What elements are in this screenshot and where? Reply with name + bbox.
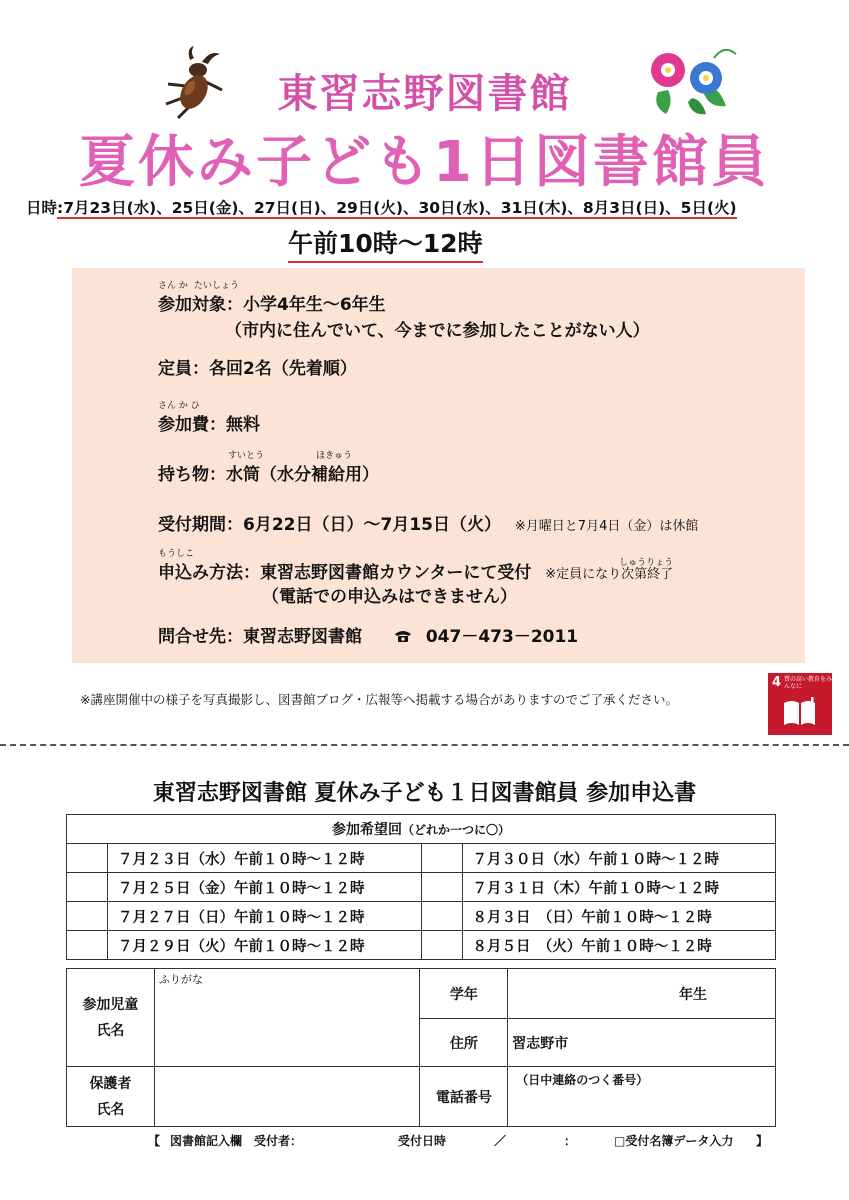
session-option: ７月３０日（水）午前１０時～１２時 xyxy=(462,844,776,873)
detail-method xyxy=(158,549,674,583)
guardian-name-field[interactable] xyxy=(154,1067,420,1127)
method-text: 申込み方法：東習志野図書館カウンターにて受付 xyxy=(158,563,532,583)
schedule-time: 午前10時～12時 xyxy=(288,224,483,263)
guardian-label-line1: 保護者 xyxy=(89,1075,132,1092)
choice-box[interactable] xyxy=(421,931,462,960)
contact-text: 問合せ先：東習志野図書館 xyxy=(158,627,362,647)
detail-fee xyxy=(158,401,260,435)
footer-colon: ： xyxy=(564,1134,577,1148)
choice-box[interactable] xyxy=(421,873,462,902)
period-text: 受付期間：6月22日（日）～7月15日（火） xyxy=(158,515,501,535)
child-name-field[interactable] xyxy=(154,969,420,1067)
target-text: 参加対象：小学4年生～6年生 xyxy=(158,295,386,315)
dates-list: :7月23日(水)、25日(金)、27日(日)、29日(火)、30日(水)、31日(木)、8月3日(日)、5日(火) xyxy=(57,199,737,217)
book-icon xyxy=(782,697,818,727)
items-text: 持ち物：水筒（水分補給用） xyxy=(158,465,379,485)
footer-close: 】 xyxy=(756,1134,769,1148)
choice-box[interactable] xyxy=(67,844,108,873)
grade-label: 学年 xyxy=(420,969,508,1019)
detail-period xyxy=(158,510,698,535)
contact-phone: 047－473－2011 xyxy=(425,627,579,647)
session-option: ７月２５日（金）午前１０時～１２時 xyxy=(108,873,422,902)
applicant-table xyxy=(66,968,776,1127)
grade-field[interactable] xyxy=(508,969,776,1019)
choice-header-label: 参加希望回 xyxy=(331,822,402,838)
method-ruby: もうしこ xyxy=(158,549,195,559)
choice-box[interactable] xyxy=(421,844,462,873)
child-label-line1: 参加児童 xyxy=(82,996,139,1013)
sdg-text: 質の高い教育をみんなに xyxy=(784,676,833,690)
choice-box[interactable] xyxy=(67,873,108,902)
session-option: ７月２９日（火）午前１０時～１２時 xyxy=(108,931,422,960)
footer-date-label: 受付日時 xyxy=(398,1134,447,1148)
session-option: ７月２３日（水）午前１０時～１２時 xyxy=(108,844,422,873)
detail-method-sub: （電話での申込みはできません） xyxy=(262,587,517,607)
address-label: 住所 xyxy=(420,1019,508,1067)
detail-contact xyxy=(158,622,578,647)
method-note-ruby: しゅうりょう xyxy=(619,558,674,568)
session-option: ７月２７日（日）午前１０時～１２時 xyxy=(108,902,422,931)
items-ruby-1: すいとう xyxy=(228,451,265,461)
phone-label: 電話番号 xyxy=(420,1067,508,1127)
guardian-name-label xyxy=(67,1067,155,1127)
session-choice-table xyxy=(66,814,776,960)
photo-notice: ※講座開催中の様子を写真撮影し、図書館ブログ・広報等へ掲載する場合がありますのでご了承ください。 xyxy=(80,692,678,707)
library-title: 東習志野図書館 xyxy=(277,71,572,117)
cut-line xyxy=(0,744,849,746)
session-option: ８月５日 （火）午前１０時～１２時 xyxy=(462,931,776,960)
period-note: ※月曜日と7月4日（金）は休館 xyxy=(514,519,699,534)
phone-field[interactable] xyxy=(508,1067,776,1127)
child-name-label xyxy=(67,969,155,1067)
address-value: 習志野市 xyxy=(512,1035,569,1052)
session-option: ７月３１日（木）午前１０時～１２時 xyxy=(462,873,776,902)
furigana-label: ふりがな xyxy=(158,973,203,986)
target-ruby-2: たいしょう xyxy=(194,281,240,291)
target-ruby-1: さん か xyxy=(158,281,188,291)
choice-box[interactable] xyxy=(421,902,462,931)
detail-target xyxy=(158,281,386,315)
form-title: 東習志野図書館 夏休み子ども１日図書館員 参加申込書 xyxy=(152,781,697,806)
dates-label: 日時 xyxy=(26,199,58,217)
address-field[interactable] xyxy=(508,1019,776,1067)
detail-items xyxy=(158,451,379,485)
schedule-dates xyxy=(26,196,737,218)
detail-target-note: （市内に住んでいて、今までに参加したことがない人） xyxy=(225,321,650,341)
fee-text: 参加費：無料 xyxy=(158,415,260,435)
event-title: 夏休み子ども1日図書館員 xyxy=(79,130,770,195)
grade-suffix: 年生 xyxy=(679,986,707,1003)
phone-icon xyxy=(394,629,412,643)
phone-note: （日中連絡のつく番号） xyxy=(516,1073,649,1087)
footer-slash: ／ xyxy=(494,1134,507,1148)
footer-library-use: 図書館記入欄 受付者： xyxy=(170,1134,303,1148)
method-note xyxy=(545,558,674,582)
child-label-line2: 氏名 xyxy=(96,1022,125,1039)
choice-header-note: （どれか一つに〇） xyxy=(401,823,510,837)
footer-open: 【 xyxy=(148,1134,161,1148)
guardian-label-line2: 氏名 xyxy=(96,1101,125,1118)
choice-box[interactable] xyxy=(67,902,108,931)
sdg-badge xyxy=(768,673,832,735)
choice-box[interactable] xyxy=(67,931,108,960)
method-note-text: ※定員になり次第終了 xyxy=(545,567,674,582)
session-option: ８月３日 （日）午前１０時～１２時 xyxy=(462,902,776,931)
fee-ruby: さん か ひ xyxy=(158,401,200,411)
choice-header xyxy=(67,815,776,844)
items-ruby-2: ほきゅう xyxy=(316,451,353,461)
footer-list-entry: □受付名簿データ入力 xyxy=(614,1134,734,1148)
detail-capacity: 定員：各回2名（先着順） xyxy=(158,359,357,379)
sdg-number: 4 xyxy=(772,675,782,690)
